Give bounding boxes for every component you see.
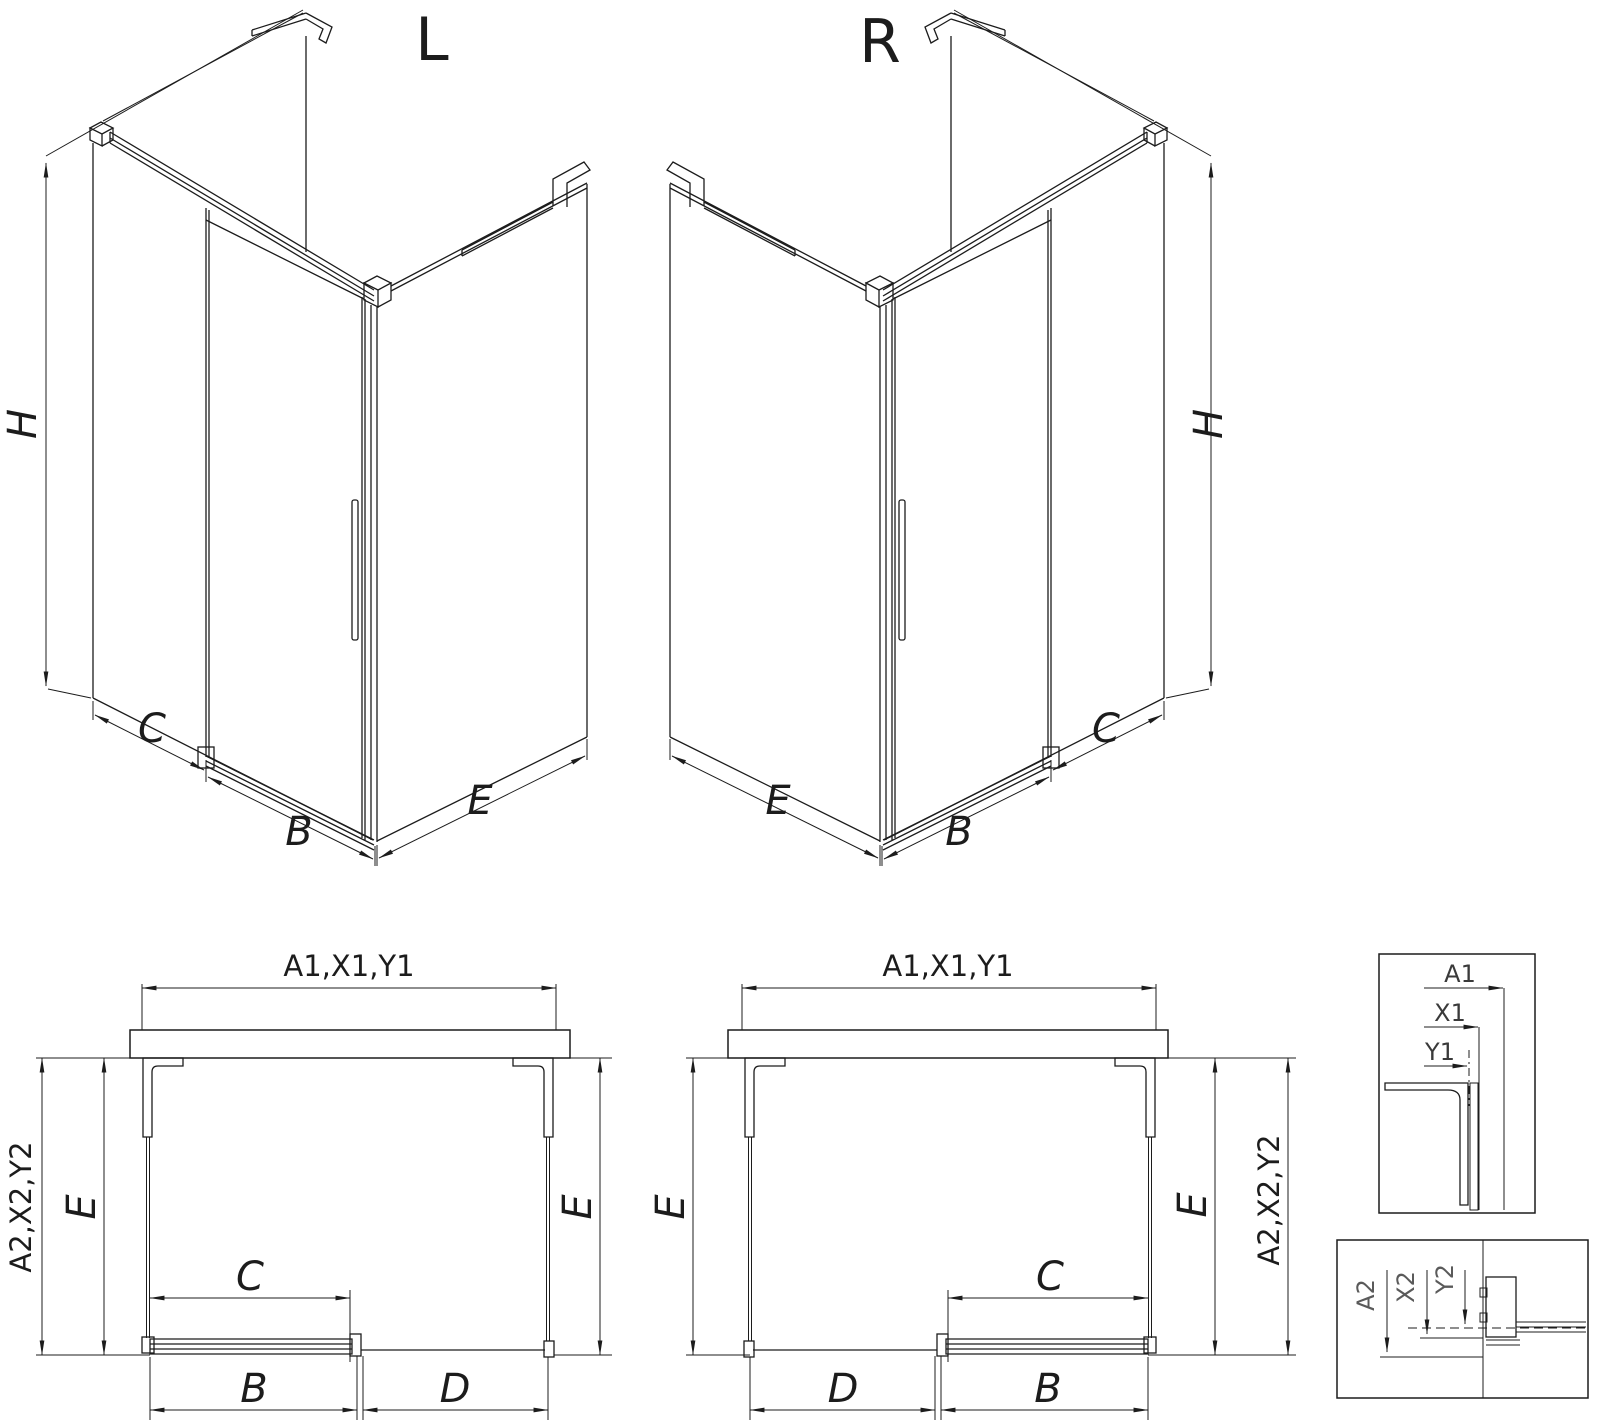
iso-left-label: L bbox=[415, 5, 449, 75]
iso-view-left bbox=[0, 5, 590, 866]
detail-code-Y1: Y1 bbox=[1425, 1038, 1455, 1066]
detail-code-Y2: Y2 bbox=[1431, 1264, 1459, 1294]
iso-left-dim-H: H bbox=[0, 408, 46, 440]
detail-bottom-box bbox=[1337, 1240, 1588, 1398]
plan-view-right bbox=[648, 949, 1296, 1420]
detail-code-A2: A2 bbox=[1352, 1279, 1380, 1311]
iso-right-dim-B: B bbox=[945, 809, 973, 855]
detail-code-A1: A1 bbox=[1444, 960, 1476, 988]
plan-right-width-codes: A1,X1,Y1 bbox=[882, 949, 1014, 983]
plan-left-dim-D-label: D bbox=[439, 1366, 471, 1412]
detail-top-wall-profile bbox=[1385, 1083, 1468, 1205]
plan-view-left bbox=[4, 949, 612, 1420]
iso-right-dim-E: E bbox=[765, 778, 791, 824]
plan-right-dim-B-label: B bbox=[1034, 1366, 1062, 1412]
plan-right-dim-D-label: D bbox=[827, 1366, 859, 1412]
detail-code-X2: X2 bbox=[1392, 1271, 1420, 1303]
detail-bottom-ref-lines bbox=[1380, 1338, 1483, 1357]
plan-left-depth-codes: A2,X2,Y2 bbox=[4, 1141, 38, 1273]
detail-bottom-track-lines bbox=[1486, 1322, 1586, 1345]
plan-left-width-codes: A1,X1,Y1 bbox=[283, 949, 415, 983]
iso-left-dim-B: B bbox=[285, 809, 313, 855]
iso-right-dim-C: C bbox=[1092, 706, 1120, 752]
plan-left-dim-E2-label: E bbox=[555, 1194, 601, 1220]
iso-right-dim-H: H bbox=[1186, 408, 1232, 440]
iso-left-dim-C: C bbox=[138, 706, 166, 752]
plan-right-dim-E1-label: E bbox=[648, 1194, 694, 1220]
plan-left-outer-extensions bbox=[36, 1058, 612, 1355]
iso-left-dim-E: E bbox=[467, 778, 493, 824]
iso-view-right bbox=[667, 7, 1232, 866]
plan-left-dim-E1-label: E bbox=[59, 1194, 105, 1220]
plan-left-dim-B-label: B bbox=[240, 1366, 268, 1412]
detail-top-ref-lines bbox=[1479, 988, 1504, 1210]
plan-left-dim-C-label: C bbox=[236, 1254, 264, 1300]
plan-right-dim-E2-label: E bbox=[1170, 1192, 1216, 1218]
detail-top-profile bbox=[1379, 954, 1535, 1213]
plan-right-dim-C-label: C bbox=[1036, 1254, 1064, 1300]
detail-top-glass bbox=[1470, 1083, 1478, 1210]
detail-code-X1: X1 bbox=[1434, 999, 1466, 1027]
iso-right-label: R bbox=[859, 7, 901, 77]
detail-bottom-profile bbox=[1337, 1240, 1588, 1398]
plan-right-depth-codes: A2,X2,Y2 bbox=[1252, 1134, 1286, 1266]
